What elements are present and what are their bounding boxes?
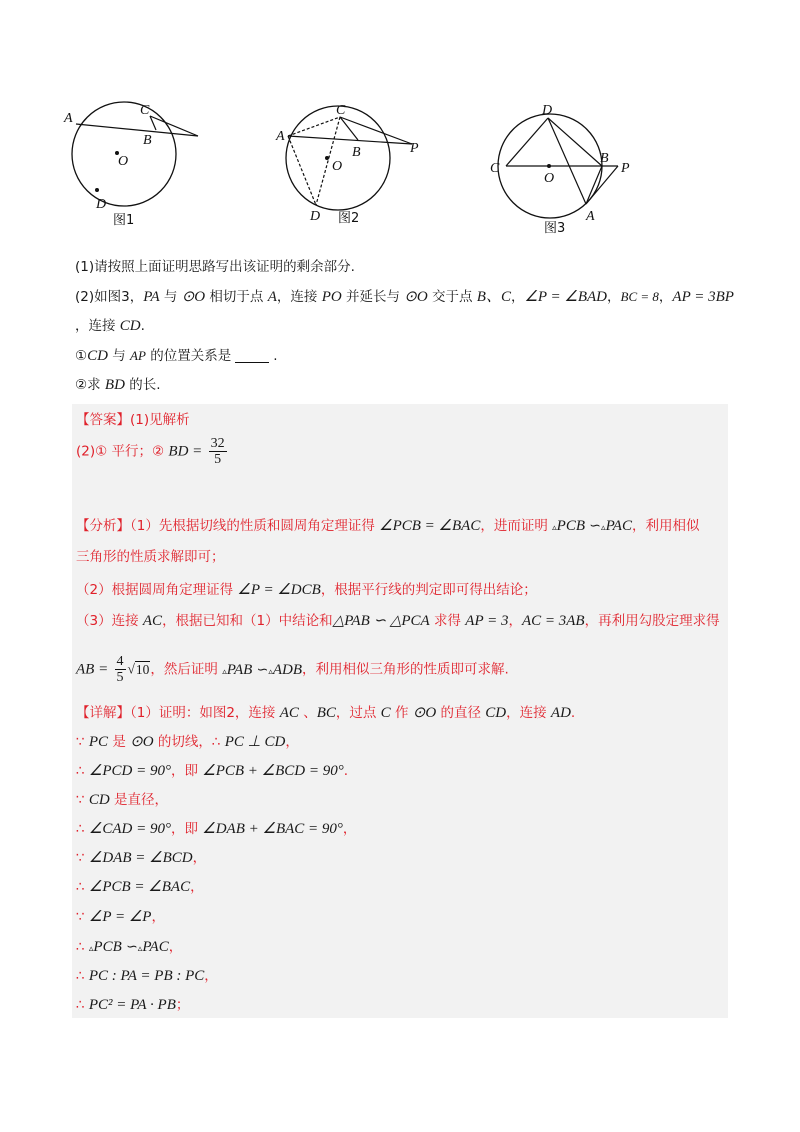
fig3-caption: 图3 xyxy=(544,221,566,236)
fig3-label-o: O xyxy=(544,171,555,186)
detail-math: PC xyxy=(88,734,109,750)
fig1-label-d: D xyxy=(96,197,107,212)
analysis-triangle: PAB xyxy=(226,661,253,678)
q2-text: ， xyxy=(607,289,621,305)
fig2-center-dot xyxy=(325,156,329,160)
fig3-label-d: D xyxy=(542,103,553,118)
analysis-line-3 xyxy=(76,579,537,601)
detail-math: ∠CAD = 90° xyxy=(88,821,171,837)
detail-symbol: ∴ xyxy=(76,879,89,895)
fraction-numerator: 4 xyxy=(116,654,124,669)
fig3-chord-da xyxy=(548,118,586,204)
sub2-text: ②求 xyxy=(75,377,105,393)
sub2-text: 的长. xyxy=(124,377,161,393)
detail-text: ，即 xyxy=(170,763,203,779)
fig2-label-p: P xyxy=(410,141,419,156)
detail-math: ∠PCD = 90° xyxy=(88,763,171,779)
sqrt-radicand: 10 xyxy=(135,661,150,677)
question-2-line2 xyxy=(75,316,145,336)
detail-math: CD xyxy=(485,705,507,721)
analysis-text: ，利用相似 xyxy=(631,518,700,534)
analysis-line-4 xyxy=(76,610,720,632)
detail-symbol: ∵ xyxy=(76,734,89,750)
sub1-marker: ① xyxy=(75,348,88,364)
detail-triangle: PAC xyxy=(142,939,169,955)
analysis-text: ，利用相似三角形的性质即可求解. xyxy=(302,661,509,678)
analysis-text: ，进而证明 xyxy=(480,518,553,534)
detail-text: 是 xyxy=(108,734,131,750)
detail-symbol: ∴ xyxy=(76,821,89,837)
fig2-dash-ac xyxy=(288,117,340,136)
sub-question-1 xyxy=(75,346,278,366)
q2-prefix: (2)如图3， xyxy=(75,289,144,305)
fraction-numerator: 32 xyxy=(210,436,225,451)
analysis-triangle: PAC xyxy=(605,518,632,534)
detail-line-2 xyxy=(76,760,348,782)
detail-line-3 xyxy=(76,789,168,811)
analysis-text: （1）先根据切线的性质和圆周角定理证得 xyxy=(130,518,380,534)
fig3-center-dot xyxy=(547,164,551,168)
figure-1-diagram xyxy=(60,98,220,228)
detail-text: ， xyxy=(168,939,183,955)
fig1-label-c: C xyxy=(140,103,150,118)
q2-bc-length: BC = 8 xyxy=(620,289,659,304)
detail-line-5 xyxy=(76,847,206,869)
fig3-chord-cd xyxy=(506,118,548,166)
figure-3-diagram xyxy=(488,100,648,240)
detail-math: ∠DAB = ∠BCD xyxy=(88,850,193,866)
detail-math: PC² = PA · PB xyxy=(88,997,176,1013)
detail-math: PC : PA = PB : PC xyxy=(88,968,205,984)
detail-symbol: ∵ xyxy=(76,792,89,808)
fig1-tangent-c xyxy=(150,116,198,136)
answer-line-2 xyxy=(76,436,229,467)
detail-text: ； xyxy=(175,997,190,1013)
detail-math: ⊙O xyxy=(412,705,437,721)
fig2-label-b: B xyxy=(352,145,361,160)
sub2-bd: BD xyxy=(104,377,125,393)
sub1-text: 与 xyxy=(107,348,131,364)
fraction-denominator: 5 xyxy=(214,452,222,467)
detail-text: ，过点 xyxy=(335,705,381,721)
detail-text: 是直径， xyxy=(109,792,169,808)
analysis-math: ∠P = ∠DCB xyxy=(237,582,321,598)
question-2 xyxy=(75,287,734,307)
detail-line-4 xyxy=(76,818,356,840)
answer-blank xyxy=(235,362,269,363)
q2-cd: CD xyxy=(119,318,141,334)
analysis-tag: 【分析】 xyxy=(76,518,130,534)
detail-line-6 xyxy=(76,876,204,898)
detail-text: . xyxy=(570,705,576,721)
detail-math: PC ⊥ CD xyxy=(224,734,286,750)
detail-line-9 xyxy=(76,965,218,987)
sub1-ap: AP xyxy=(130,348,146,363)
fig2-caption: 图2 xyxy=(338,211,360,226)
fig2-label-d: D xyxy=(310,209,321,224)
analysis-text: （2）根据圆周角定理证得 xyxy=(76,582,238,598)
analysis-line-2: 三角形的性质求解即可； xyxy=(76,549,225,565)
detail-math: BC xyxy=(316,705,336,721)
fig3-label-c: C xyxy=(490,161,500,176)
q2-text: ，连接 xyxy=(75,318,120,334)
detail-math: ∠DAB + ∠BAC = 90° xyxy=(202,821,343,837)
fig3-label-p: P xyxy=(621,161,630,176)
figure-1 xyxy=(60,98,220,232)
fraction-denominator: 5 xyxy=(116,670,124,685)
q2-circle: ⊙O xyxy=(181,289,206,305)
q2-text: 与 xyxy=(159,289,182,305)
q2-angle-condition: ∠P = ∠BAD xyxy=(524,289,608,305)
detail-symbol: ∴ xyxy=(76,997,89,1013)
fig2-label-a: A xyxy=(276,129,285,144)
q2-text: ， xyxy=(510,289,525,305)
detail-math: AD xyxy=(550,705,571,721)
fig2-label-c: C xyxy=(336,103,346,118)
detail-text: 的切线，∴ xyxy=(153,734,225,750)
figure-2 xyxy=(272,102,432,236)
detail-text: ， xyxy=(151,909,165,925)
q2-pa: PA xyxy=(143,289,160,305)
fig1-label-a: A xyxy=(64,111,73,126)
question-1: (1)请按照上面证明思路写出该证明的剩余部分. xyxy=(75,259,355,275)
detail-symbol: ∴ xyxy=(76,968,89,984)
detail-text: 的直径 xyxy=(436,705,486,721)
q2-circle: ⊙O xyxy=(404,289,428,305)
sub1-text: 的位置关系是 xyxy=(145,348,232,364)
detail-line-10 xyxy=(76,994,189,1016)
fig3-chord-db xyxy=(548,118,602,166)
answer-fraction xyxy=(209,436,227,467)
analysis-math: AC xyxy=(142,613,163,629)
q2-points-bc: B、C xyxy=(476,289,511,305)
q2-po: PO xyxy=(321,289,342,305)
detail-line-0 xyxy=(76,702,575,724)
detail-text: （1）证明：如图2，连接 xyxy=(130,705,280,721)
analysis-sqrt: √10 xyxy=(127,661,150,677)
answer-line-1 xyxy=(76,409,190,431)
analysis-text: ，然后证明 xyxy=(150,661,223,678)
analysis-text: ，根据已知和（1）中结论和 xyxy=(162,613,333,629)
detail-tag: 【详解】 xyxy=(76,705,130,721)
fig2-label-o: O xyxy=(332,159,343,174)
fig1-secant-ab xyxy=(76,124,198,136)
detail-text: . xyxy=(343,763,349,779)
answer-part-1: (1)见解析 xyxy=(130,412,190,428)
sub1-cd: CD xyxy=(87,348,108,364)
detail-math: AC xyxy=(279,705,299,721)
fig1-label-b: B xyxy=(143,133,152,148)
analysis-text: ，根据平行线的判定即可得出结论； xyxy=(320,582,537,598)
analysis-text: ， xyxy=(508,613,522,629)
detail-math: C xyxy=(380,705,391,721)
q2-text: 交于点 xyxy=(427,289,477,305)
analysis-math: ∠PCB = ∠BAC xyxy=(379,518,481,534)
detail-text: ， xyxy=(190,879,204,895)
detail-text: ， xyxy=(192,850,207,866)
answer-tag: 【答案】 xyxy=(76,412,130,428)
detail-math: ∠P = ∠P xyxy=(88,909,152,925)
analysis-math: AP = 3 xyxy=(465,613,509,629)
figure-2-diagram xyxy=(272,102,432,232)
detail-line-7 xyxy=(76,906,165,928)
answer-bd: BD = xyxy=(168,443,203,460)
detail-symbol: ∴ xyxy=(76,763,89,779)
fig1-point-d xyxy=(95,188,99,192)
analysis-triangle: ADB xyxy=(272,661,303,678)
detail-math: ∠PCB + ∠BCD = 90° xyxy=(202,763,344,779)
q2-text: . xyxy=(140,318,145,334)
analysis-text: ，再利用勾股定理求得 xyxy=(584,613,720,629)
fig1-label-o: O xyxy=(118,154,129,169)
detail-text: ， xyxy=(285,734,299,750)
detail-symbol: ∵ xyxy=(76,850,89,866)
detail-text: ， xyxy=(204,968,218,984)
detail-symbol: ∴ xyxy=(76,939,89,955)
analysis-text: 求得 xyxy=(429,613,466,629)
sub-question-2 xyxy=(75,375,161,395)
detail-text: ，即 xyxy=(170,821,203,837)
analysis-math: AB = xyxy=(76,661,109,678)
detail-triangle: PCB xyxy=(93,939,122,955)
q2-text: ， xyxy=(658,289,673,305)
analysis-triangle: PCB xyxy=(556,518,585,534)
fig3-label-b: B xyxy=(600,151,609,166)
detail-line-8: ∴ ▵PCB ∽▵PAC， xyxy=(76,939,183,955)
q2-text: ，连接 xyxy=(276,289,322,305)
figure-3 xyxy=(488,100,648,244)
answer-part-2: (2)① 平行；② xyxy=(76,443,165,460)
analysis-line-1: 【分析】（1）先根据切线的性质和圆周角定理证得 ∠PCB = ∠BAC，进而证明 ▵PCB ∽▵PAC，利用相似 xyxy=(76,518,700,534)
analysis-fraction xyxy=(115,654,126,685)
analysis-math: AC = 3AB xyxy=(521,613,585,629)
fig2-circle xyxy=(286,106,390,210)
fig3-chord-ba xyxy=(586,166,602,204)
fig1-caption: 图1 xyxy=(113,213,135,228)
q2-point-a: A xyxy=(267,289,277,305)
q2-text: 并延长与 xyxy=(341,289,405,305)
fig3-label-a: A xyxy=(586,209,595,224)
detail-text: ，连接 xyxy=(506,705,551,721)
q2-ap-condition: AP = 3BP xyxy=(672,289,734,305)
detail-text: 作 xyxy=(390,705,413,721)
analysis-line-5: AB = $\frac{4}{5}$ √10，然后证明 ▵PAB ∽▵ADB，利用相似三角形的性质即可求解. xyxy=(76,654,509,685)
detail-math: CD xyxy=(88,792,110,808)
detail-text: ， xyxy=(342,821,357,837)
detail-text: 、 xyxy=(298,705,317,721)
analysis-text: （3）连接 xyxy=(76,613,143,629)
detail-line-1 xyxy=(76,731,299,753)
q2-text: 相切于点 xyxy=(205,289,268,305)
sub1-text: . xyxy=(273,348,278,364)
detail-math: ⊙O xyxy=(130,734,154,750)
detail-math: ∠PCB = ∠BAC xyxy=(88,879,191,895)
detail-symbol: ∵ xyxy=(76,909,89,925)
analysis-math: △PAB ∽ △PCA xyxy=(332,613,430,629)
